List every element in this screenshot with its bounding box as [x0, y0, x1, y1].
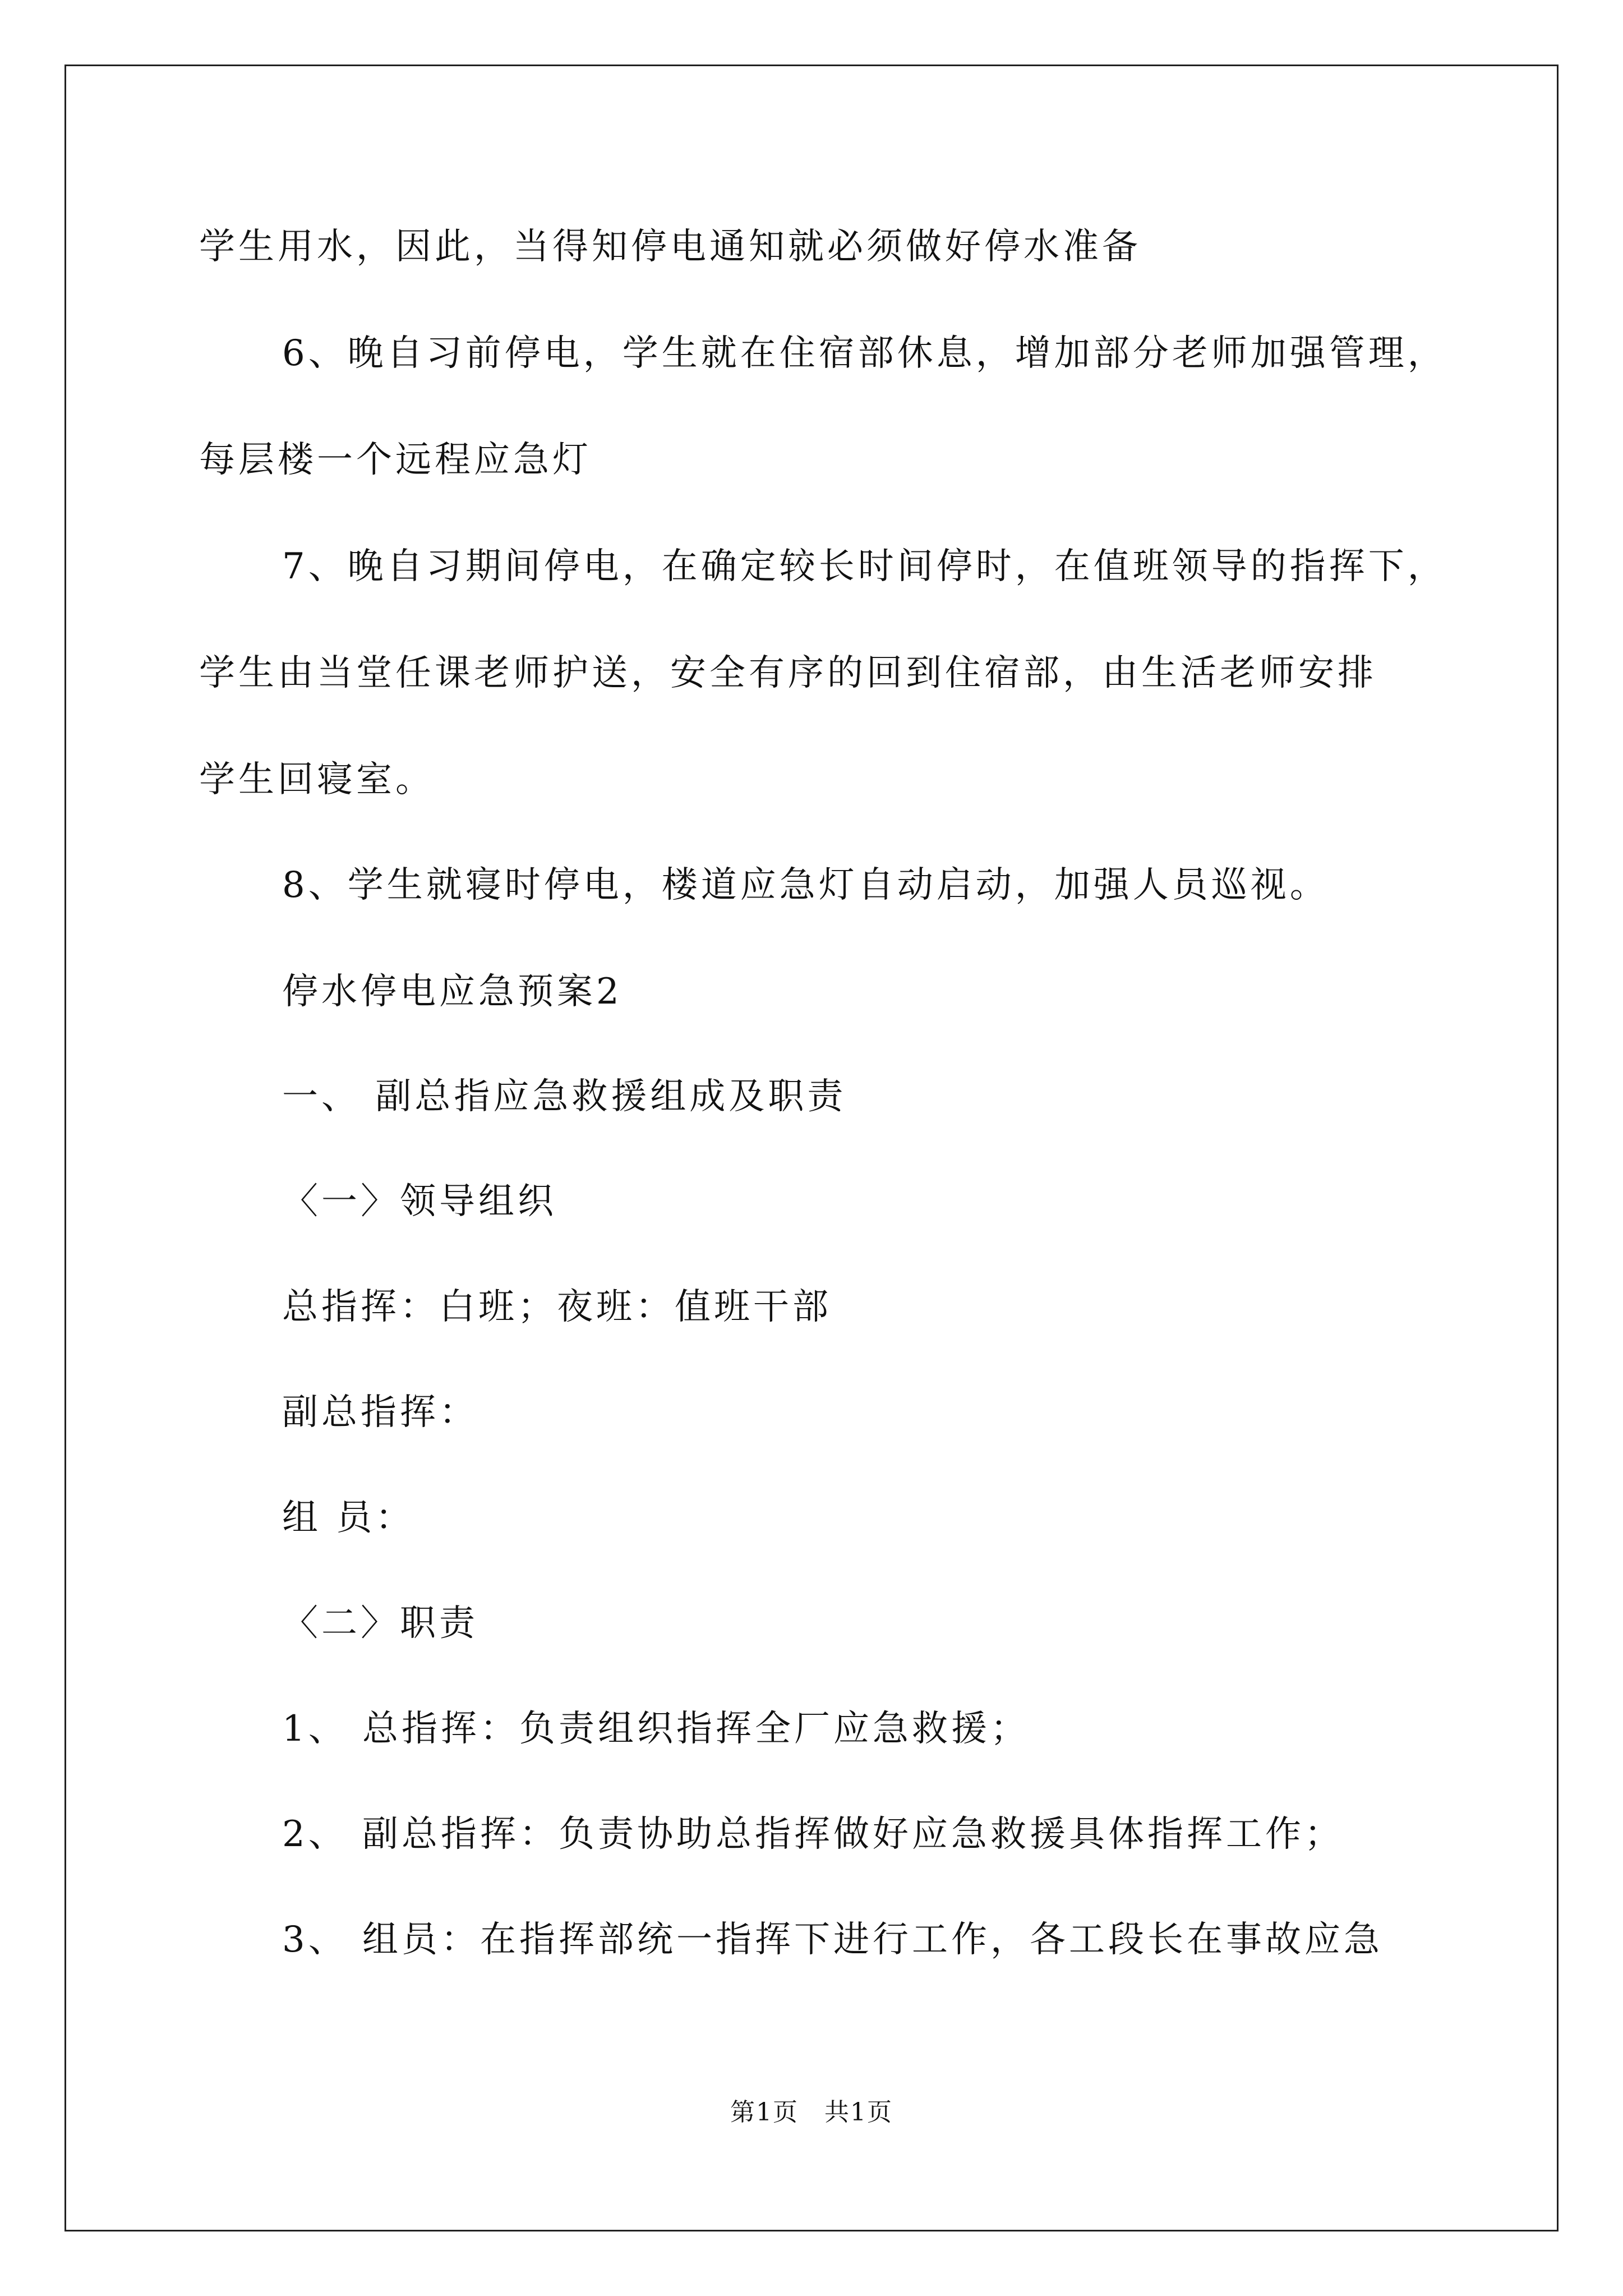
subsection-heading: 〈二〉职责 — [282, 1603, 478, 1644]
paragraph-line: 组 员： — [282, 1497, 415, 1539]
page-border — [64, 65, 1559, 2231]
section-heading: 停水停电应急预案2 — [282, 971, 623, 1013]
paragraph-line: 3、 组员：在指挥部统一指挥下进行工作，各工段长在事故应急 — [282, 1919, 1384, 1961]
paragraph-line: 6、晚自习前停电，学生就在住宿部休息，增加部分老师加强管理， — [282, 333, 1447, 374]
subsection-heading: 〈一〉领导组织 — [282, 1181, 557, 1222]
paragraph-line: 学生由当堂任课老师护送，安全有序的回到住宿部，由生活老师安排 — [199, 652, 1377, 694]
paragraph-line: 副总指挥： — [282, 1392, 478, 1433]
paragraph-line: 8、学生就寝时停电，楼道应急灯自动启动，加强人员巡视。 — [282, 864, 1329, 906]
paragraph-line: 1、 总指挥：负责组织指挥全厂应急救援； — [282, 1708, 1030, 1750]
paragraph-line: 学生用水，因此，当得知停电通知就必须做好停水准备 — [199, 226, 1141, 268]
section-heading: 一、 副总指应急救援组成及职责 — [282, 1076, 847, 1117]
paragraph-line: 学生回寝室。 — [199, 759, 435, 800]
paragraph-line: 每层楼一个远程应急灯 — [199, 439, 592, 481]
paragraph-line: 2、 副总指挥：负责协助总指挥做好应急救援具体指挥工作； — [282, 1814, 1344, 1855]
page-footer: 第1页 共1页 — [730, 2098, 893, 2127]
paragraph-line: 7、晚自习期间停电，在确定较长时间停时，在值班领导的指挥下， — [282, 546, 1447, 587]
paragraph-line: 总指挥：白班；夜班：值班干部 — [282, 1286, 832, 1328]
